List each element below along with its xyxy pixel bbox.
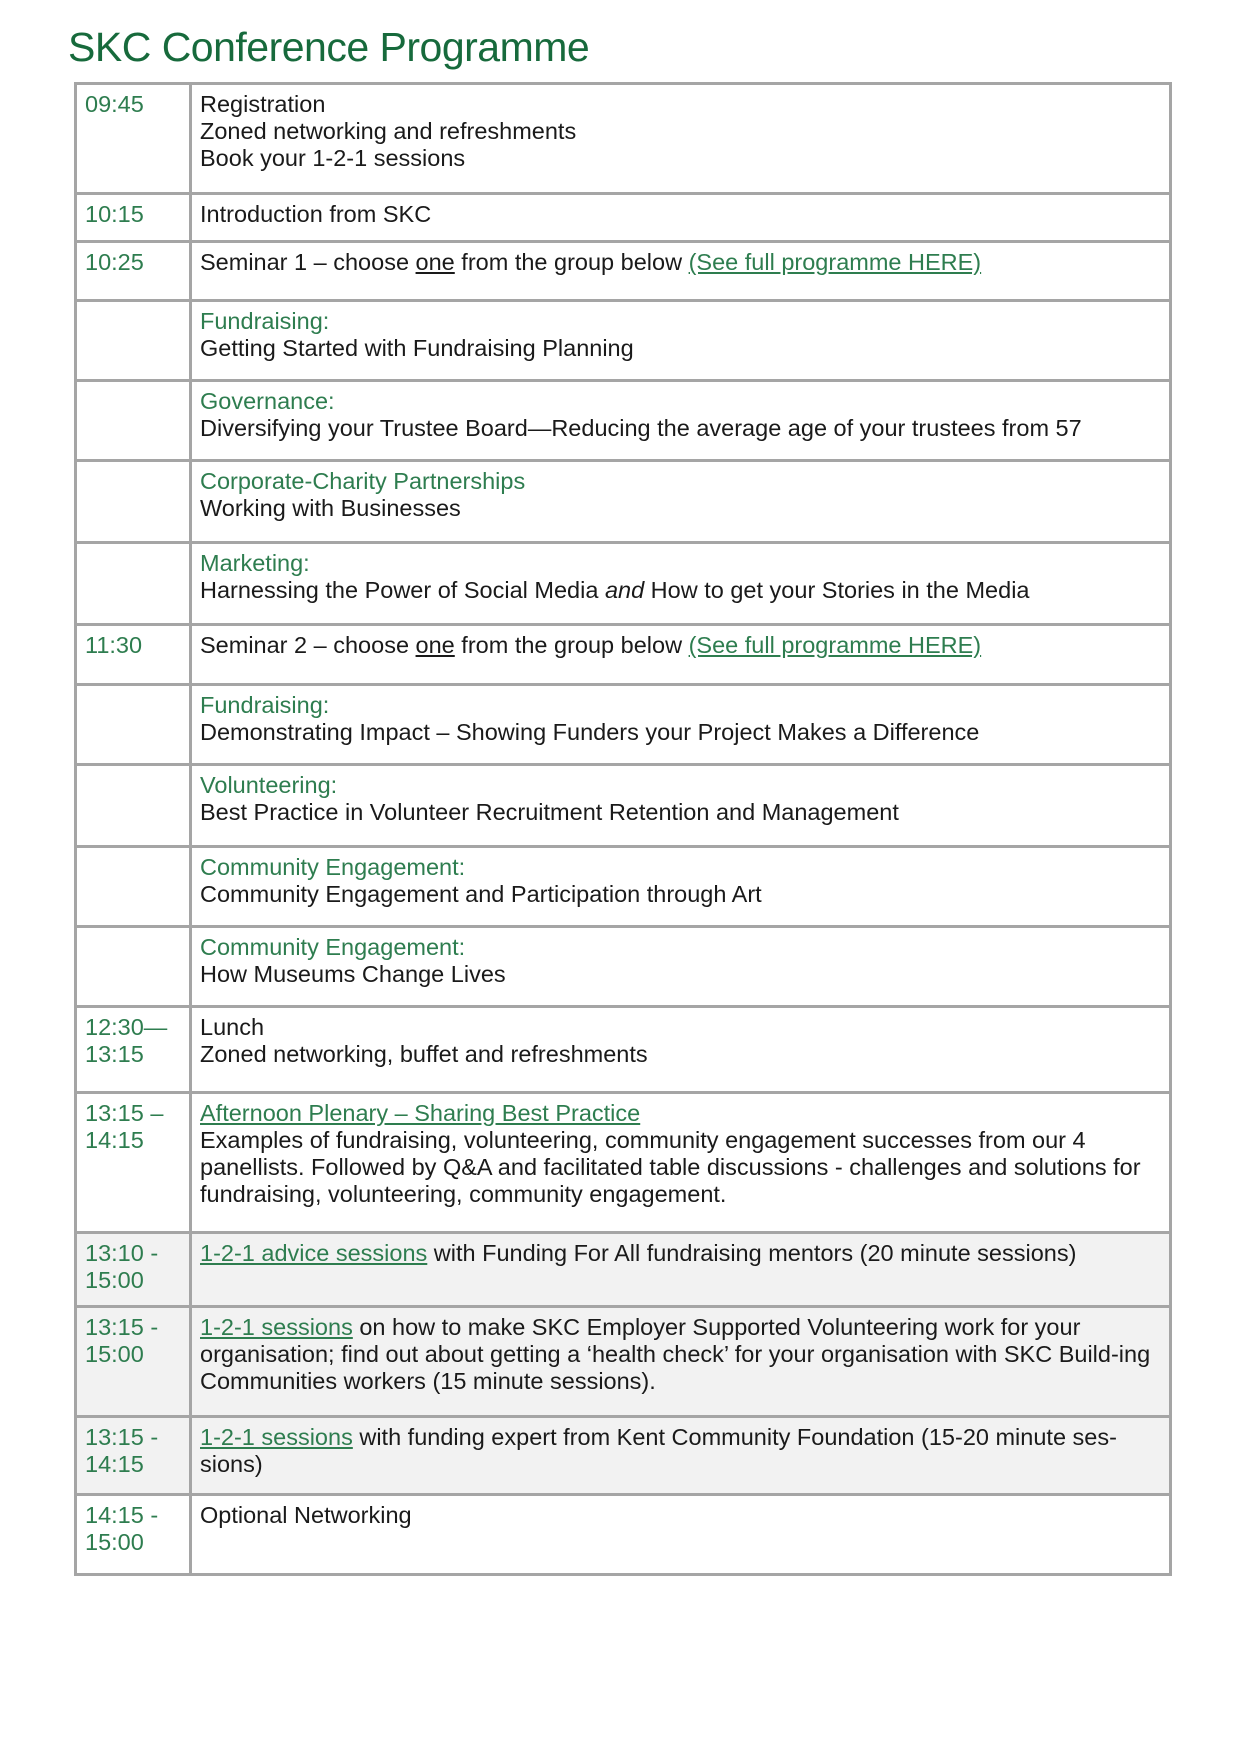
description-cell bbox=[191, 461, 1171, 543]
session-title: Best Practice in Volunteer Recruitment Retention and Management bbox=[200, 799, 899, 825]
description-cell bbox=[191, 1417, 1171, 1495]
session-title: Diversifying your Trustee Board—Reducing the average age of your trustees from 57 bbox=[200, 415, 1082, 441]
time-cell: 10:15 bbox=[76, 194, 191, 242]
seminar-text: from the group below bbox=[454, 249, 689, 275]
time-cell: 09:45 bbox=[76, 84, 191, 194]
time-cell: 11:30 bbox=[76, 625, 191, 685]
table-row bbox=[76, 685, 1171, 765]
description-cell bbox=[191, 242, 1171, 301]
item-title: Registration bbox=[200, 91, 326, 117]
description-cell bbox=[191, 765, 1171, 847]
time-end: 14:15 bbox=[85, 1127, 144, 1153]
session-text: on how to make SKC Employer Supported Volunteering work for your organisation; find out about getting a ‘health check’ for your organisation with SKC Build-ing Communities workers (15 minute sessions). bbox=[200, 1314, 1151, 1394]
table-row bbox=[76, 194, 1171, 242]
item-detail: Zoned networking, buffet and refreshments bbox=[200, 1041, 648, 1067]
table-row bbox=[76, 765, 1171, 847]
time-start: 13:15 - bbox=[85, 1424, 159, 1450]
time-cell bbox=[76, 301, 191, 381]
time-cell bbox=[76, 765, 191, 847]
description-cell bbox=[191, 1307, 1171, 1417]
time-start: 12:30— bbox=[85, 1014, 168, 1040]
time-cell bbox=[76, 1417, 191, 1495]
time-cell bbox=[76, 543, 191, 625]
table-row bbox=[76, 1007, 1171, 1093]
time-start: 13:15 – bbox=[85, 1100, 164, 1126]
topic-label: Governance: bbox=[200, 388, 335, 414]
session-text: with funding expert from Kent Community Foundation (15-20 minute ses-sions) bbox=[200, 1424, 1117, 1477]
session-title: Demonstrating Impact – Showing Funders your Project Makes a Difference bbox=[200, 719, 980, 745]
page-title: SKC Conference Programme bbox=[68, 24, 590, 70]
time-end: 15:00 bbox=[85, 1529, 144, 1555]
time-start: 14:15 - bbox=[85, 1502, 159, 1528]
plenary-description: Examples of fundraising, volunteering, community engagement successes from our 4 panellists. Followed by Q&A and facilitated table discussions - challenges and solutions for fundraising, volunteering, community engagement. bbox=[200, 1127, 1141, 1207]
time-cell bbox=[76, 927, 191, 1007]
description-cell bbox=[191, 301, 1171, 381]
topic-label: Corporate-Charity Partnerships bbox=[200, 468, 526, 494]
time-end: 14:15 bbox=[85, 1451, 144, 1477]
description-cell bbox=[191, 1007, 1171, 1093]
emphasis: one bbox=[415, 249, 455, 275]
session-title: Getting Started with Fundraising Planning bbox=[200, 335, 634, 361]
sessions-link[interactable]: 1-2-1 sessions bbox=[200, 1314, 353, 1340]
description-cell bbox=[191, 84, 1171, 194]
description-cell: Introduction from SKC bbox=[191, 194, 1171, 242]
table-row bbox=[76, 381, 1171, 461]
description-cell bbox=[191, 1093, 1171, 1233]
time-end: 15:00 bbox=[85, 1267, 144, 1293]
description-cell: Optional Networking bbox=[191, 1495, 1171, 1575]
table-row bbox=[76, 1307, 1171, 1417]
item-title: Lunch bbox=[200, 1014, 265, 1040]
description-cell bbox=[191, 847, 1171, 927]
session-text: Harnessing the Power of Social Media bbox=[200, 577, 605, 603]
emphasis: and bbox=[604, 577, 645, 603]
programme-link[interactable]: (See full programme HERE) bbox=[688, 632, 982, 658]
description-cell bbox=[191, 543, 1171, 625]
sessions-link[interactable]: 1-2-1 sessions bbox=[200, 1424, 353, 1450]
topic-label: Fundraising: bbox=[200, 308, 330, 334]
table-row bbox=[76, 543, 1171, 625]
table-row bbox=[76, 242, 1171, 301]
plenary-link[interactable]: Afternoon Plenary – Sharing Best Practice bbox=[200, 1100, 641, 1126]
table-row bbox=[76, 1417, 1171, 1495]
topic-label: Community Engagement: bbox=[200, 934, 466, 960]
session-text: How to get your Stories in the Media bbox=[644, 577, 1030, 603]
description-cell bbox=[191, 685, 1171, 765]
session-text: with Funding For All fundraising mentors (20 minute sessions) bbox=[427, 1240, 1077, 1266]
time-cell bbox=[76, 461, 191, 543]
table-row bbox=[76, 927, 1171, 1007]
session-title bbox=[200, 577, 1161, 604]
time-cell bbox=[76, 1495, 191, 1575]
topic-label: Volunteering: bbox=[200, 772, 338, 798]
table-row bbox=[76, 1093, 1171, 1233]
table-row bbox=[76, 301, 1171, 381]
time-end: 15:00 bbox=[85, 1341, 144, 1367]
time-cell bbox=[76, 1233, 191, 1307]
time-cell bbox=[76, 1093, 191, 1233]
programme-link[interactable]: (See full programme HERE) bbox=[688, 249, 982, 275]
emphasis: one bbox=[415, 632, 455, 658]
seminar-text: Seminar 2 – choose bbox=[200, 632, 416, 658]
time-start: 13:15 - bbox=[85, 1314, 159, 1340]
time-cell: 10:25 bbox=[76, 242, 191, 301]
topic-label: Marketing: bbox=[200, 550, 310, 576]
table-row bbox=[76, 84, 1171, 194]
sessions-link[interactable]: 1-2-1 advice sessions bbox=[200, 1240, 428, 1266]
time-cell bbox=[76, 685, 191, 765]
session-title: Community Engagement and Participation through Art bbox=[200, 881, 762, 907]
description-cell bbox=[191, 1233, 1171, 1307]
programme-table bbox=[74, 82, 1172, 1576]
table-row bbox=[76, 625, 1171, 685]
time-cell bbox=[76, 847, 191, 927]
session-title: How Museums Change Lives bbox=[200, 961, 506, 987]
time-cell bbox=[76, 381, 191, 461]
description-cell bbox=[191, 625, 1171, 685]
time-cell bbox=[76, 1007, 191, 1093]
time-end: 13:15 bbox=[85, 1041, 144, 1067]
table-row bbox=[76, 1233, 1171, 1307]
table-row bbox=[76, 847, 1171, 927]
time-cell bbox=[76, 1307, 191, 1417]
description-cell bbox=[191, 381, 1171, 461]
topic-label: Fundraising: bbox=[200, 692, 330, 718]
time-start: 13:10 - bbox=[85, 1240, 159, 1266]
topic-label: Community Engagement: bbox=[200, 854, 466, 880]
seminar-text: Seminar 1 – choose bbox=[200, 249, 416, 275]
seminar-text: from the group below bbox=[454, 632, 689, 658]
description-cell bbox=[191, 927, 1171, 1007]
item-detail: Book your 1-2-1 sessions bbox=[200, 145, 466, 171]
item-detail: Zoned networking and refreshments bbox=[200, 118, 577, 144]
table-row bbox=[76, 461, 1171, 543]
table-row bbox=[76, 1495, 1171, 1575]
session-title: Working with Businesses bbox=[200, 495, 461, 521]
